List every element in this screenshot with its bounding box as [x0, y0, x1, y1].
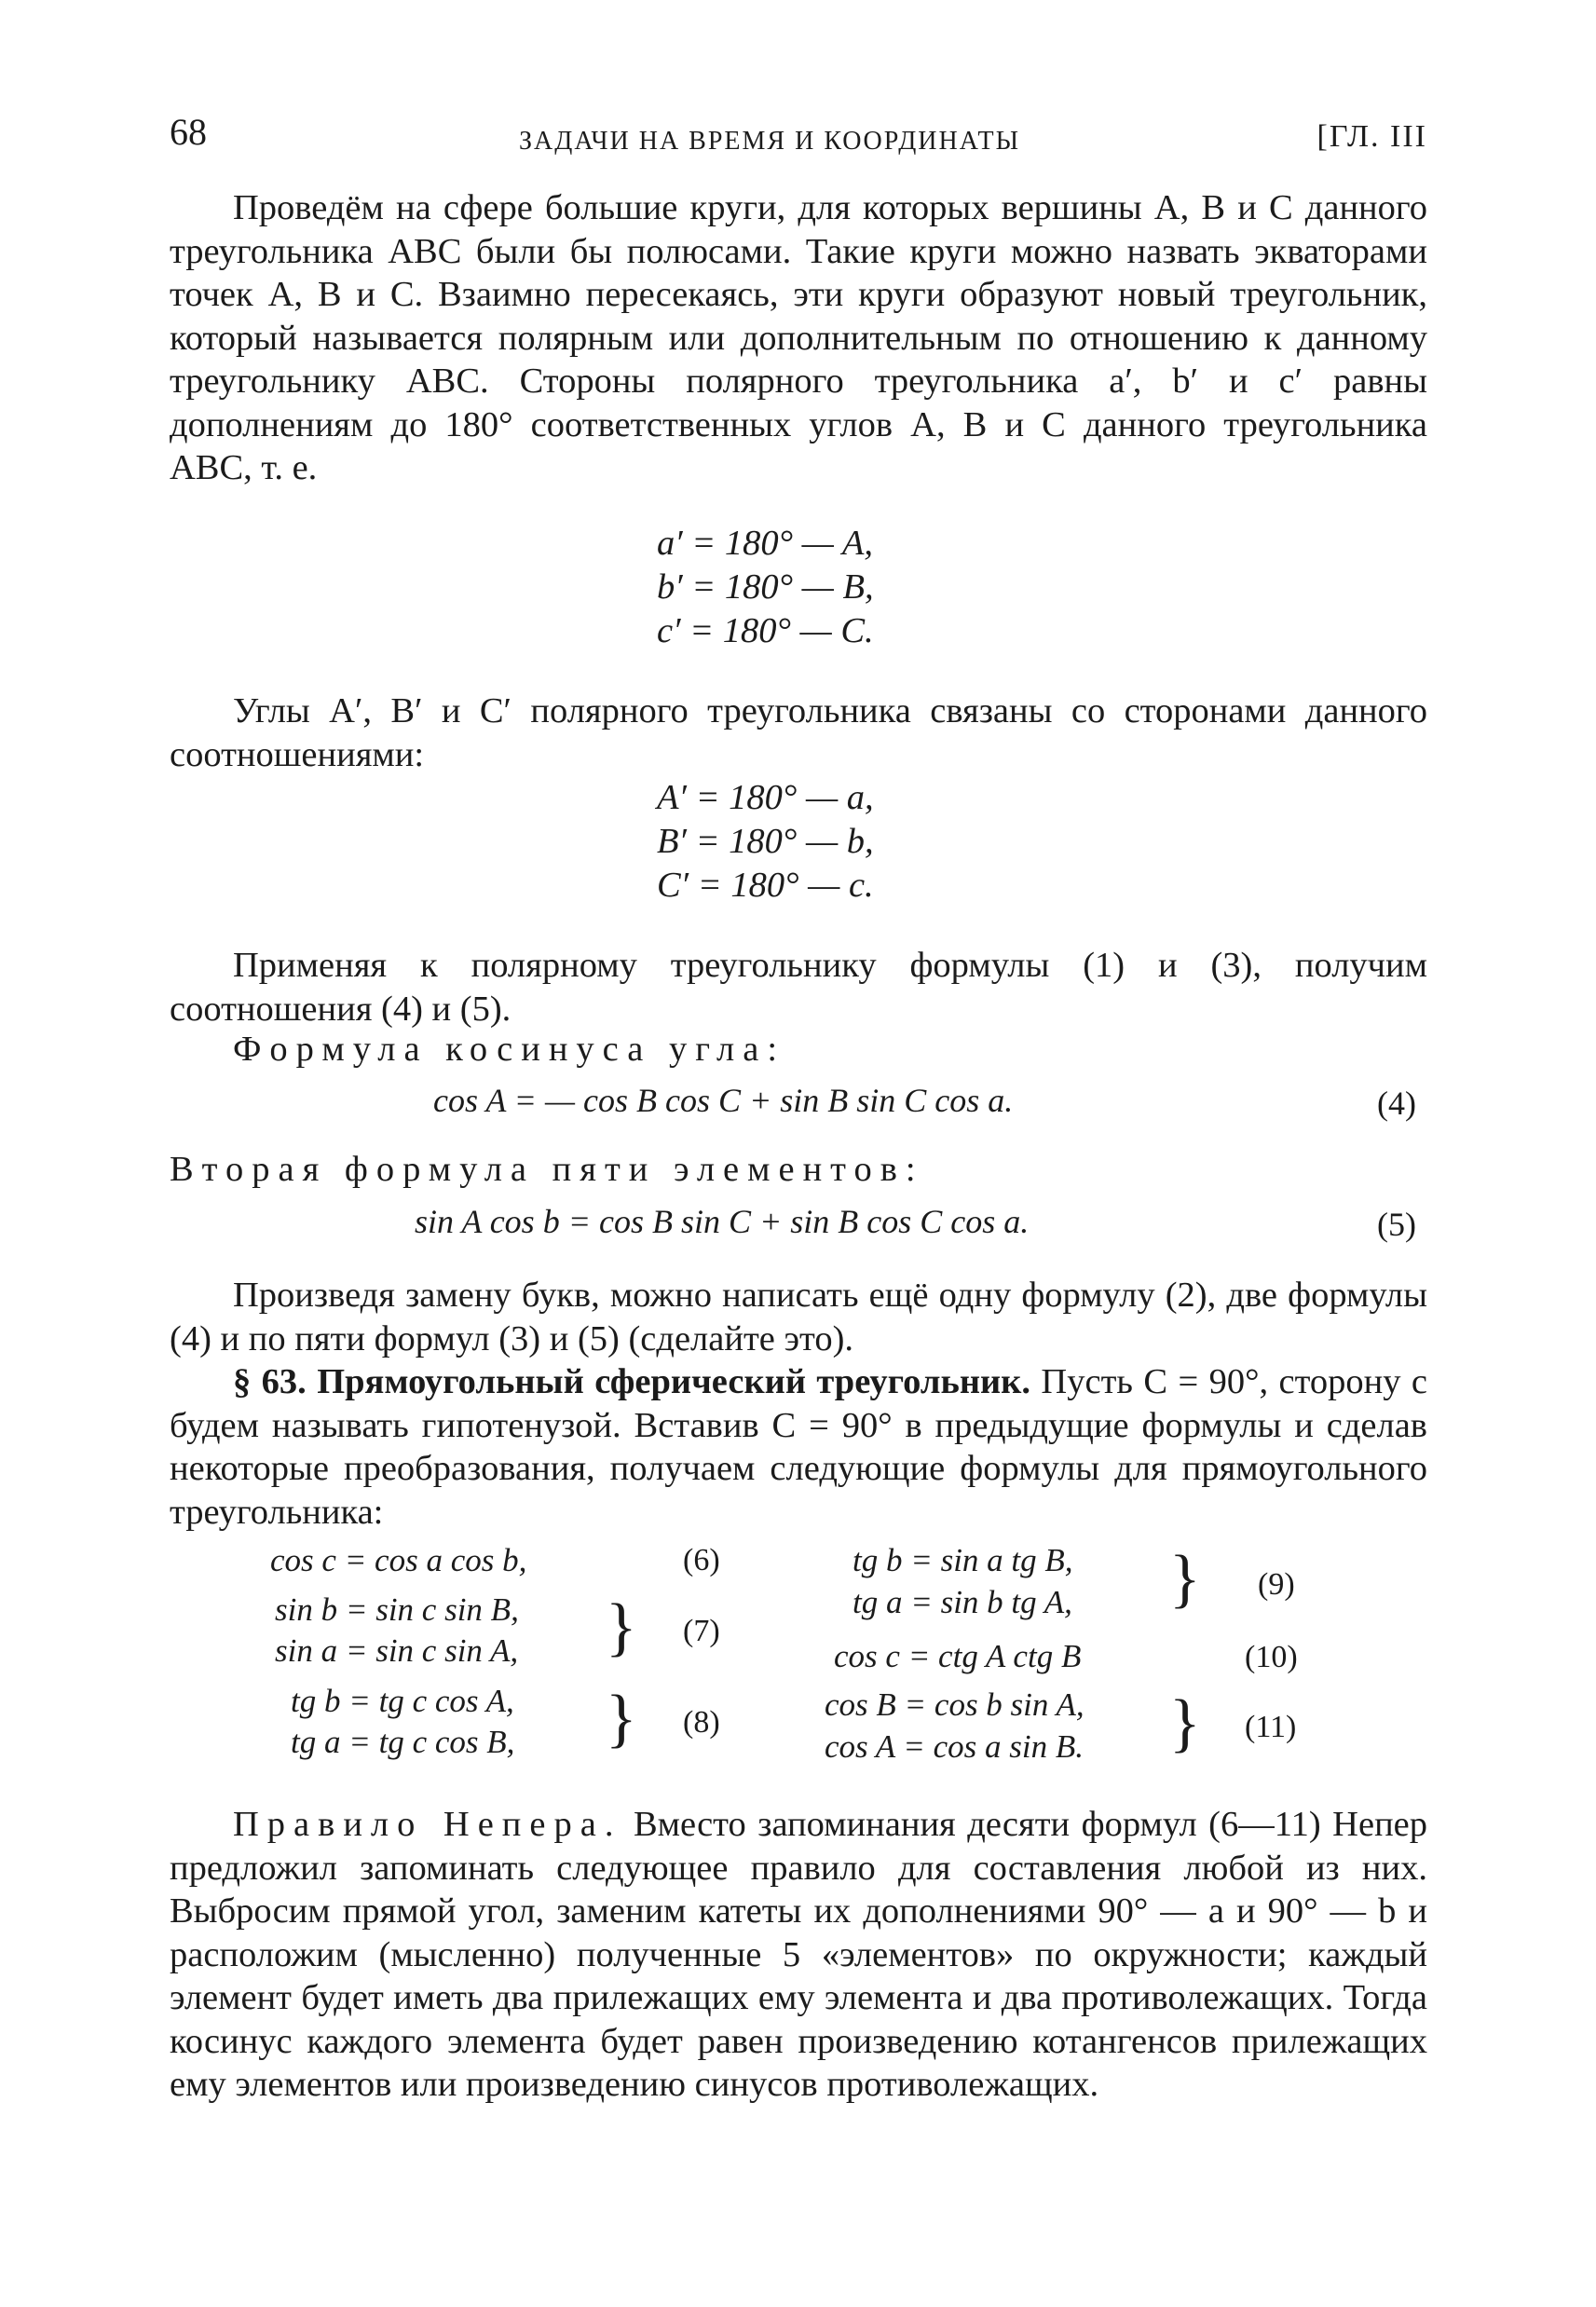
- napier-rule: [170, 1803, 1427, 2107]
- brace-11: }: [1169, 1687, 1201, 1759]
- formula-4-number: (4): [1377, 1085, 1416, 1122]
- brace-8: }: [606, 1683, 637, 1754]
- formula-5-number: (5): [1377, 1206, 1416, 1243]
- equation-A-prime: A′ = 180° — a,: [657, 778, 874, 817]
- equations-sides: [657, 522, 874, 653]
- formula-7a: sin b = sin c sin B,: [275, 1591, 519, 1628]
- cosine-heading: Формула косинуса угла:: [233, 1030, 786, 1069]
- formula-11-number: (11): [1245, 1710, 1297, 1744]
- formula-5: sin A cos b = cos B sin C + sin B cos C cos a.: [415, 1203, 1030, 1240]
- page-number: 68: [170, 111, 207, 153]
- five-elements-heading: Вторая формула пяти элементов:: [170, 1150, 924, 1189]
- brace-9: }: [1169, 1543, 1201, 1615]
- formula-9a: tg b = sin a tg B,: [853, 1542, 1073, 1578]
- formula-11a: cos B = cos b sin A,: [825, 1686, 1084, 1723]
- formula-8-number: (8): [683, 1705, 720, 1740]
- formula-10-number: (10): [1245, 1640, 1298, 1674]
- equation-C-prime: C′ = 180° — c.: [657, 866, 874, 905]
- equation-a-prime: a′ = 180° — A,: [657, 524, 873, 563]
- formula-7b: sin a = sin c sin A,: [275, 1632, 519, 1669]
- chapter-label: [ГЛ. III: [1316, 119, 1427, 154]
- running-title: ЗАДАЧИ НА ВРЕМЯ И КООРДИНАТЫ: [519, 127, 1021, 156]
- formula-6-number: (6): [683, 1543, 720, 1577]
- paragraph-substitution: Произведя замену букв, можно написать ещё одну формулу (2), две формулы (4) и по пяти формул (3) и (5) (сделайте это).: [170, 1276, 1427, 1358]
- section-text: Пусть C = 90°, сторону c будем называть гипотенузой. Вставив C = 90° в предыдущие формулы и сделав некоторые преобразования, получаем следующие формулы для прямоугольного треугольника:: [170, 1362, 1428, 1532]
- formula-7-number: (7): [683, 1614, 720, 1648]
- page-header: [170, 110, 1427, 166]
- equation-c-prime: c′ = 180° — C.: [657, 611, 874, 650]
- equation-b-prime: b′ = 180° — B,: [657, 567, 874, 607]
- formula-10: cos c = ctg A ctg B: [834, 1638, 1082, 1674]
- formula-8a: tg b = tg c cos A,: [291, 1683, 514, 1719]
- paragraph-angles: Углы A′, B′ и C′ полярного треугольника связаны со сторонами данного соотношениями:: [170, 691, 1427, 774]
- formula-9b: tg a = sin b tg A,: [853, 1584, 1072, 1620]
- formula-11b: cos A = cos a sin B.: [825, 1728, 1084, 1765]
- equations-angles: [657, 776, 874, 908]
- napier-title: Правило Непера.: [233, 1805, 622, 1844]
- napier-text: Вместо запоминания десяти формул (6—11) Непер предложил запоминать следующее правило для составления любой из них. Выбросим прямой угол, заменим катеты их дополнениями 90° — a и 90° — b и расположим (мысленно) полученные 5 «элементов» по окружности; каждый элемент будет иметь два прилежащих ему элемента и два противолежащих. Тогда косинус каждого элемента будет равен произведению котангенсов прилежащих ему элементов или произведению синусов противолежащих.: [170, 1805, 1428, 2104]
- section-63: [170, 1360, 1427, 1534]
- equation-B-prime: B′ = 180° — b,: [657, 822, 874, 861]
- paragraph-polar-triangle: Проведём на сфере большие круги, для которых вершины A, B и C данного треугольника ABC были бы полюсами. Такие круги можно назвать экваторами точек A, B и C. Взаимно пересекаясь, эти круги образуют новый треугольник, который называется полярным или дополнительным по отношению к данному треугольнику ABC. Стороны полярного треугольника a′, b′ и c′ равны дополнениям до 180° соответственных углов A, B и C данного треугольника ABC, т. е.: [170, 188, 1427, 487]
- paragraph-applying: Применяя к полярному треугольнику формулы (1) и (3), получим соотношения (4) и (5).: [170, 946, 1427, 1029]
- formula-6: cos c = cos a cos b,: [270, 1542, 527, 1578]
- formula-9-number: (9): [1258, 1567, 1295, 1602]
- section-title: § 63. Прямоугольный сферический треугольник.: [233, 1362, 1030, 1401]
- formula-8b: tg a = tg c cos B,: [291, 1724, 515, 1760]
- brace-7: }: [606, 1591, 637, 1663]
- formula-4: cos A = — cos B cos C + sin B sin C cos a.: [433, 1082, 1014, 1119]
